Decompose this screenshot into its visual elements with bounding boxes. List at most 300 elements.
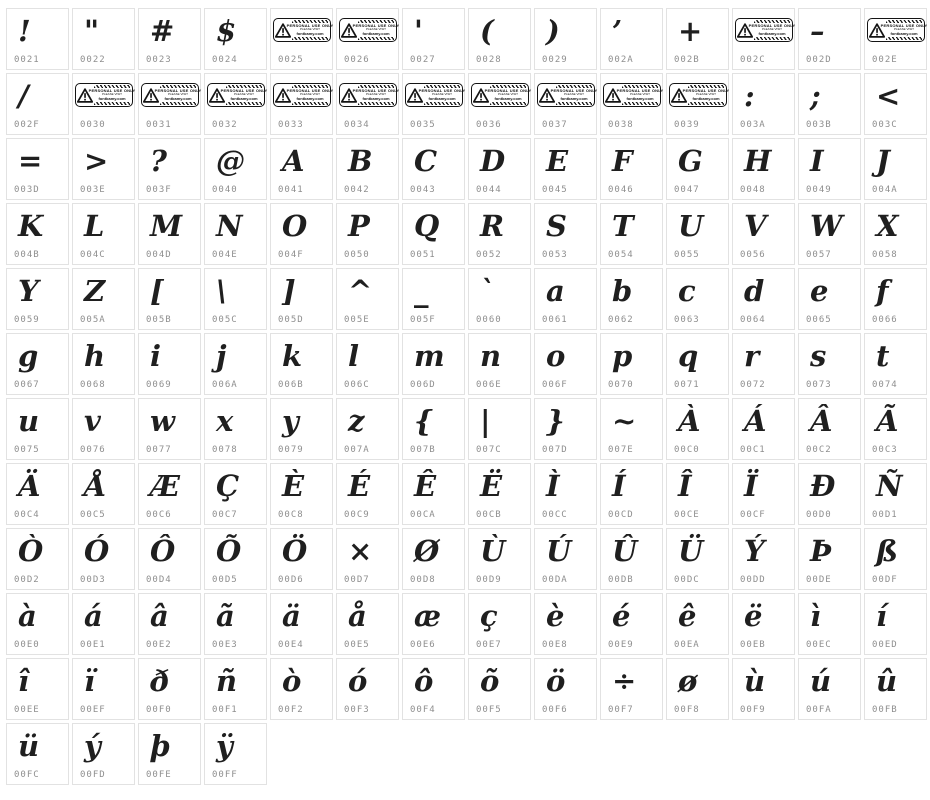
glyph-cell[interactable]: [270, 658, 333, 720]
glyph-cell[interactable]: [600, 138, 663, 200]
glyph-cell[interactable]: [336, 593, 399, 655]
glyph: Ü: [678, 534, 704, 568]
codepoint-label: 00DD: [740, 575, 766, 585]
glyph-cell[interactable]: [468, 398, 531, 460]
glyph-cell[interactable]: [138, 723, 201, 785]
codepoint-label: 002E: [872, 55, 898, 65]
glyph-cell[interactable]: [534, 138, 597, 200]
glyph-cell[interactable]: [204, 658, 267, 720]
warning-line-1: PERSONAL USE ONLY: [682, 88, 730, 94]
glyph-cell[interactable]: [798, 333, 861, 395]
glyph-cell[interactable]: [204, 463, 267, 525]
glyph-cell[interactable]: [6, 73, 69, 135]
glyph-cell[interactable]: [534, 658, 597, 720]
warning-line-1: PERSONAL USE ONLY: [484, 88, 532, 94]
glyph-cell[interactable]: [72, 463, 135, 525]
glyph-cell[interactable]: [336, 463, 399, 525]
glyph-cell[interactable]: [138, 268, 201, 330]
glyph: n: [480, 339, 502, 373]
glyph-cell[interactable]: [600, 73, 663, 135]
codepoint-label: 0068: [80, 380, 106, 390]
codepoint-label: 00C8: [278, 510, 304, 520]
codepoint-label: 00F9: [740, 705, 766, 715]
glyph-cell[interactable]: [468, 463, 531, 525]
glyph-cell[interactable]: [138, 398, 201, 460]
glyph: Ë: [480, 469, 503, 503]
glyph-cell[interactable]: [798, 203, 861, 265]
glyph: _: [414, 274, 429, 308]
glyph-cell[interactable]: [468, 593, 531, 655]
glyph-cell[interactable]: [72, 138, 135, 200]
codepoint-label: 007C: [476, 445, 502, 455]
personal-use-warning-badge: [471, 83, 532, 107]
glyph: ì: [810, 599, 822, 633]
glyph-cell[interactable]: [732, 203, 795, 265]
glyph-cell[interactable]: [534, 8, 597, 70]
glyph-cell[interactable]: [468, 8, 531, 70]
glyph: u: [18, 404, 40, 438]
glyph-cell[interactable]: [336, 203, 399, 265]
glyph-cell[interactable]: [798, 8, 861, 70]
glyph-cell[interactable]: [732, 593, 795, 655]
glyph: ’: [612, 14, 623, 48]
glyph-cell[interactable]: [270, 333, 333, 395]
glyph-cell[interactable]: [864, 528, 927, 590]
warning-line-2: PLEASE VISIT: [695, 92, 716, 97]
glyph-cell[interactable]: [204, 268, 267, 330]
glyph-cell[interactable]: [6, 528, 69, 590]
glyph: à: [18, 599, 37, 633]
warning-line-1: PERSONAL USE ONLY: [880, 23, 928, 29]
glyph: ;: [810, 79, 821, 113]
glyph-cell[interactable]: [600, 593, 663, 655]
glyph-cell[interactable]: [732, 658, 795, 720]
glyph-cell[interactable]: [402, 203, 465, 265]
codepoint-label: 007E: [608, 445, 634, 455]
codepoint-label: 00E6: [410, 640, 436, 650]
glyph-cell[interactable]: [600, 398, 663, 460]
glyph: Ó: [84, 534, 110, 568]
glyph-cell[interactable]: [732, 398, 795, 460]
glyph-cell[interactable]: [72, 398, 135, 460]
codepoint-label: 0053: [542, 250, 568, 260]
glyph-cell[interactable]: [600, 333, 663, 395]
glyph-cell[interactable]: [732, 528, 795, 590]
warning-line-2: PLEASE VISIT: [431, 92, 452, 97]
glyph-cell[interactable]: [270, 138, 333, 200]
glyph-cell[interactable]: [864, 73, 927, 135]
glyph-cell[interactable]: [138, 528, 201, 590]
glyph-cell[interactable]: [138, 203, 201, 265]
glyph-cell[interactable]: [666, 593, 729, 655]
warning-line-3: fontbamy.com: [626, 95, 654, 101]
glyph: z: [348, 404, 365, 438]
glyph-cell[interactable]: [6, 658, 69, 720]
codepoint-label: 0023: [146, 55, 172, 65]
personal-use-warning-badge: [141, 83, 202, 107]
glyph-cell[interactable]: [798, 528, 861, 590]
glyph-cell[interactable]: [336, 8, 399, 70]
glyph-cell[interactable]: [270, 528, 333, 590]
personal-use-warning-badge: [735, 18, 796, 42]
glyph: (: [480, 14, 494, 48]
glyph-cell[interactable]: [72, 203, 135, 265]
glyph-cell[interactable]: [6, 463, 69, 525]
glyph-cell[interactable]: [468, 138, 531, 200]
codepoint-label: 00E9: [608, 640, 634, 650]
glyph-cell[interactable]: [138, 73, 201, 135]
glyph-cell[interactable]: [798, 463, 861, 525]
codepoint-label: 00F8: [674, 705, 700, 715]
glyph-cell[interactable]: [72, 73, 135, 135]
codepoint-label: 004E: [212, 250, 238, 260]
codepoint-label: 00E1: [80, 640, 106, 650]
glyph-cell[interactable]: [864, 463, 927, 525]
warning-line-3: fontbamy.com: [164, 95, 192, 101]
glyph: ñ: [216, 664, 238, 698]
glyph: a: [546, 274, 565, 308]
glyph-cell[interactable]: [864, 658, 927, 720]
warning-line-2: PLEASE VISIT: [761, 27, 782, 32]
glyph: ×: [348, 534, 373, 568]
glyph: :: [744, 79, 755, 113]
glyph-cell[interactable]: [204, 8, 267, 70]
warning-text: [550, 86, 598, 104]
glyph-cell[interactable]: [666, 138, 729, 200]
glyph-cell[interactable]: [732, 73, 795, 135]
glyph-cell[interactable]: [534, 203, 597, 265]
glyph: l: [348, 339, 360, 373]
glyph-cell[interactable]: [6, 333, 69, 395]
glyph-cell[interactable]: [666, 268, 729, 330]
glyph-cell[interactable]: [468, 73, 531, 135]
glyph-cell[interactable]: [600, 8, 663, 70]
glyph-cell[interactable]: [72, 333, 135, 395]
glyph-cell[interactable]: [402, 8, 465, 70]
glyph: K: [18, 209, 44, 243]
glyph-cell[interactable]: [468, 528, 531, 590]
glyph-cell[interactable]: [270, 73, 333, 135]
glyph: ò: [282, 664, 302, 698]
glyph-cell[interactable]: [666, 203, 729, 265]
glyph-cell[interactable]: [204, 203, 267, 265]
codepoint-label: 0022: [80, 55, 106, 65]
glyph-cell[interactable]: [798, 593, 861, 655]
codepoint-label: 00FE: [146, 770, 172, 780]
codepoint-label: 0050: [344, 250, 370, 260]
glyph-cell[interactable]: [864, 268, 927, 330]
glyph: A: [282, 144, 305, 178]
glyph-cell[interactable]: [72, 593, 135, 655]
glyph-cell[interactable]: [72, 528, 135, 590]
warning-line-3: fontbamy.com: [560, 95, 588, 101]
glyph: Q: [414, 209, 440, 243]
codepoint-label: 00F6: [542, 705, 568, 715]
glyph-cell[interactable]: [138, 593, 201, 655]
glyph-cell[interactable]: [666, 463, 729, 525]
glyph: /: [18, 79, 29, 113]
glyph-cell[interactable]: [468, 268, 531, 330]
glyph-cell[interactable]: [468, 203, 531, 265]
glyph-cell[interactable]: [534, 73, 597, 135]
glyph-cell[interactable]: [270, 203, 333, 265]
codepoint-label: 0057: [806, 250, 832, 260]
codepoint-label: 00E0: [14, 640, 40, 650]
glyph-cell[interactable]: [6, 268, 69, 330]
glyph-cell[interactable]: [666, 73, 729, 135]
codepoint-label: 00DC: [674, 575, 700, 585]
glyph-cell[interactable]: [666, 8, 729, 70]
glyph-cell[interactable]: [732, 268, 795, 330]
glyph-cell[interactable]: [72, 723, 135, 785]
codepoint-label: 0075: [14, 445, 40, 455]
personal-use-warning-badge: [867, 18, 928, 42]
glyph-cell[interactable]: [336, 73, 399, 135]
glyph-cell[interactable]: [600, 203, 663, 265]
warning-line-1: PERSONAL USE ONLY: [418, 88, 466, 94]
codepoint-label: 0021: [14, 55, 40, 65]
glyph-cell[interactable]: [204, 723, 267, 785]
glyph-cell[interactable]: [600, 658, 663, 720]
glyph: ï: [84, 664, 96, 698]
glyph-cell[interactable]: [864, 333, 927, 395]
glyph-cell[interactable]: [534, 398, 597, 460]
warning-text: [880, 21, 928, 39]
glyph: c: [678, 274, 696, 308]
glyph-cell[interactable]: [666, 658, 729, 720]
glyph-cell[interactable]: [270, 463, 333, 525]
glyph-cell[interactable]: [402, 528, 465, 590]
codepoint-label: 00D3: [80, 575, 106, 585]
glyph-cell[interactable]: [336, 658, 399, 720]
glyph-cell[interactable]: [468, 333, 531, 395]
glyph: H: [744, 144, 772, 178]
glyph-cell[interactable]: [732, 333, 795, 395]
glyph: S: [546, 209, 567, 243]
glyph-cell[interactable]: [204, 73, 267, 135]
glyph-cell[interactable]: [6, 398, 69, 460]
glyph: æ: [414, 599, 442, 633]
glyph-cell[interactable]: [336, 333, 399, 395]
glyph-cell[interactable]: [534, 333, 597, 395]
codepoint-label: 0073: [806, 380, 832, 390]
glyph-cell[interactable]: [6, 138, 69, 200]
glyph: Ö: [282, 534, 308, 568]
codepoint-label: 0042: [344, 185, 370, 195]
codepoint-label: 003E: [80, 185, 106, 195]
codepoint-label: 0040: [212, 185, 238, 195]
glyph: á: [84, 599, 103, 633]
glyph-cell[interactable]: [270, 8, 333, 70]
warning-line-1: PERSONAL USE ONLY: [220, 88, 268, 94]
codepoint-label: 00EA: [674, 640, 700, 650]
glyph: e: [810, 274, 829, 308]
glyph-cell[interactable]: [666, 333, 729, 395]
glyph-cell[interactable]: [402, 73, 465, 135]
glyph-cell[interactable]: [138, 8, 201, 70]
glyph-cell[interactable]: [138, 658, 201, 720]
glyph: g: [18, 339, 39, 373]
codepoint-label: 0036: [476, 120, 502, 130]
glyph-cell[interactable]: [72, 658, 135, 720]
glyph-cell[interactable]: [138, 463, 201, 525]
glyph: Î: [678, 469, 692, 503]
glyph: Ô: [150, 534, 176, 568]
glyph-cell[interactable]: [798, 73, 861, 135]
codepoint-label: 0065: [806, 315, 832, 325]
glyph-cell[interactable]: [864, 593, 927, 655]
codepoint-label: 00DA: [542, 575, 568, 585]
glyph-cell[interactable]: [270, 398, 333, 460]
glyph-cell[interactable]: [402, 398, 465, 460]
glyph-cell[interactable]: [336, 268, 399, 330]
glyph-cell[interactable]: [6, 8, 69, 70]
personal-use-warning-badge: [75, 83, 136, 107]
warning-line-2: PLEASE VISIT: [365, 92, 386, 97]
glyph-cell[interactable]: [336, 528, 399, 590]
warning-text: [748, 21, 796, 39]
glyph-cell[interactable]: [6, 723, 69, 785]
glyph: Ð: [810, 469, 836, 503]
codepoint-label: 00EB: [740, 640, 766, 650]
codepoint-label: 0054: [608, 250, 634, 260]
codepoint-label: 00F1: [212, 705, 238, 715]
codepoint-label: 004D: [146, 250, 172, 260]
warning-text: [616, 86, 664, 104]
glyph-cell[interactable]: [402, 138, 465, 200]
glyph-cell[interactable]: [138, 138, 201, 200]
warning-line-3: fontbamy.com: [296, 30, 324, 36]
glyph-cell[interactable]: [336, 138, 399, 200]
codepoint-label: 007B: [410, 445, 436, 455]
glyph: í: [876, 599, 888, 633]
codepoint-label: 00D1: [872, 510, 898, 520]
codepoint-label: 0072: [740, 380, 766, 390]
glyph-cell[interactable]: [798, 398, 861, 460]
glyph-cell[interactable]: [468, 658, 531, 720]
glyph-cell[interactable]: [666, 528, 729, 590]
glyph-cell[interactable]: [534, 528, 597, 590]
glyph: B: [348, 144, 373, 178]
codepoint-label: 002D: [806, 55, 832, 65]
codepoint-label: 00C6: [146, 510, 172, 520]
personal-use-warning-badge: [273, 18, 334, 42]
codepoint-label: 00C7: [212, 510, 238, 520]
glyph-cell[interactable]: [204, 528, 267, 590]
glyph: !: [18, 14, 31, 48]
glyph: å: [348, 599, 367, 633]
codepoint-label: 0070: [608, 380, 634, 390]
glyph-cell[interactable]: [402, 333, 465, 395]
personal-use-warning-badge: [339, 83, 400, 107]
glyph-cell[interactable]: [534, 463, 597, 525]
glyph: F: [612, 144, 633, 178]
warning-line-2: PLEASE VISIT: [233, 92, 254, 97]
glyph-cell[interactable]: [864, 138, 927, 200]
codepoint-label: 00C2: [806, 445, 832, 455]
glyph: Ú: [546, 534, 572, 568]
glyph-cell[interactable]: [600, 268, 663, 330]
codepoint-label: 0031: [146, 120, 172, 130]
codepoint-label: 00F4: [410, 705, 436, 715]
glyph: É: [348, 469, 371, 503]
codepoint-label: 005E: [344, 315, 370, 325]
glyph-cell[interactable]: [732, 8, 795, 70]
codepoint-label: 00EE: [14, 705, 40, 715]
glyph-cell[interactable]: [864, 203, 927, 265]
glyph-cell[interactable]: [270, 593, 333, 655]
codepoint-label: 00FA: [806, 705, 832, 715]
codepoint-label: 0069: [146, 380, 172, 390]
glyph-cell[interactable]: [864, 8, 927, 70]
glyph-cell[interactable]: [204, 333, 267, 395]
glyph-cell[interactable]: [732, 138, 795, 200]
glyph-cell[interactable]: [798, 268, 861, 330]
codepoint-label: 0049: [806, 185, 832, 195]
warning-line-2: PLEASE VISIT: [893, 27, 914, 32]
glyph: +: [678, 14, 703, 48]
glyph: Y: [18, 274, 39, 308]
glyph-cell[interactable]: [402, 463, 465, 525]
codepoint-label: 00C5: [80, 510, 106, 520]
glyph-cell[interactable]: [6, 593, 69, 655]
glyph: ç: [480, 599, 498, 633]
glyph: P: [348, 209, 370, 243]
glyph-cell[interactable]: [6, 203, 69, 265]
glyph-cell[interactable]: [534, 268, 597, 330]
glyph-cell[interactable]: [138, 333, 201, 395]
glyph-cell[interactable]: [270, 268, 333, 330]
glyph-cell[interactable]: [402, 658, 465, 720]
glyph-cell[interactable]: [600, 463, 663, 525]
codepoint-label: 00CE: [674, 510, 700, 520]
glyph-cell[interactable]: [204, 398, 267, 460]
warning-line-2: PLEASE VISIT: [497, 92, 518, 97]
warning-text: [286, 21, 334, 39]
glyph-cell[interactable]: [72, 8, 135, 70]
glyph: î: [18, 664, 30, 698]
codepoint-label: 002F: [14, 120, 40, 130]
glyph-cell[interactable]: [732, 463, 795, 525]
codepoint-label: 0078: [212, 445, 238, 455]
glyph-cell[interactable]: [204, 593, 267, 655]
glyph-cell[interactable]: [534, 593, 597, 655]
glyph-cell[interactable]: [666, 398, 729, 460]
personal-use-warning-badge: [339, 18, 400, 42]
glyph-cell[interactable]: [72, 268, 135, 330]
glyph: \: [216, 274, 227, 308]
glyph-cell[interactable]: [402, 593, 465, 655]
glyph-cell[interactable]: [864, 398, 927, 460]
glyph-cell[interactable]: [402, 268, 465, 330]
codepoint-label: 00C1: [740, 445, 766, 455]
glyph-cell[interactable]: [204, 138, 267, 200]
codepoint-label: 00E8: [542, 640, 568, 650]
glyph-cell[interactable]: [798, 658, 861, 720]
glyph: Ç: [216, 469, 240, 503]
glyph-cell[interactable]: [798, 138, 861, 200]
glyph: ö: [546, 664, 566, 698]
glyph-cell[interactable]: [600, 528, 663, 590]
warning-text: [484, 86, 532, 104]
codepoint-label: 004A: [872, 185, 898, 195]
glyph: ^: [348, 274, 373, 308]
glyph: y: [282, 404, 299, 438]
glyph-cell[interactable]: [336, 398, 399, 460]
codepoint-label: 0035: [410, 120, 436, 130]
codepoint-label: 002C: [740, 55, 766, 65]
glyph: þ: [150, 729, 171, 763]
